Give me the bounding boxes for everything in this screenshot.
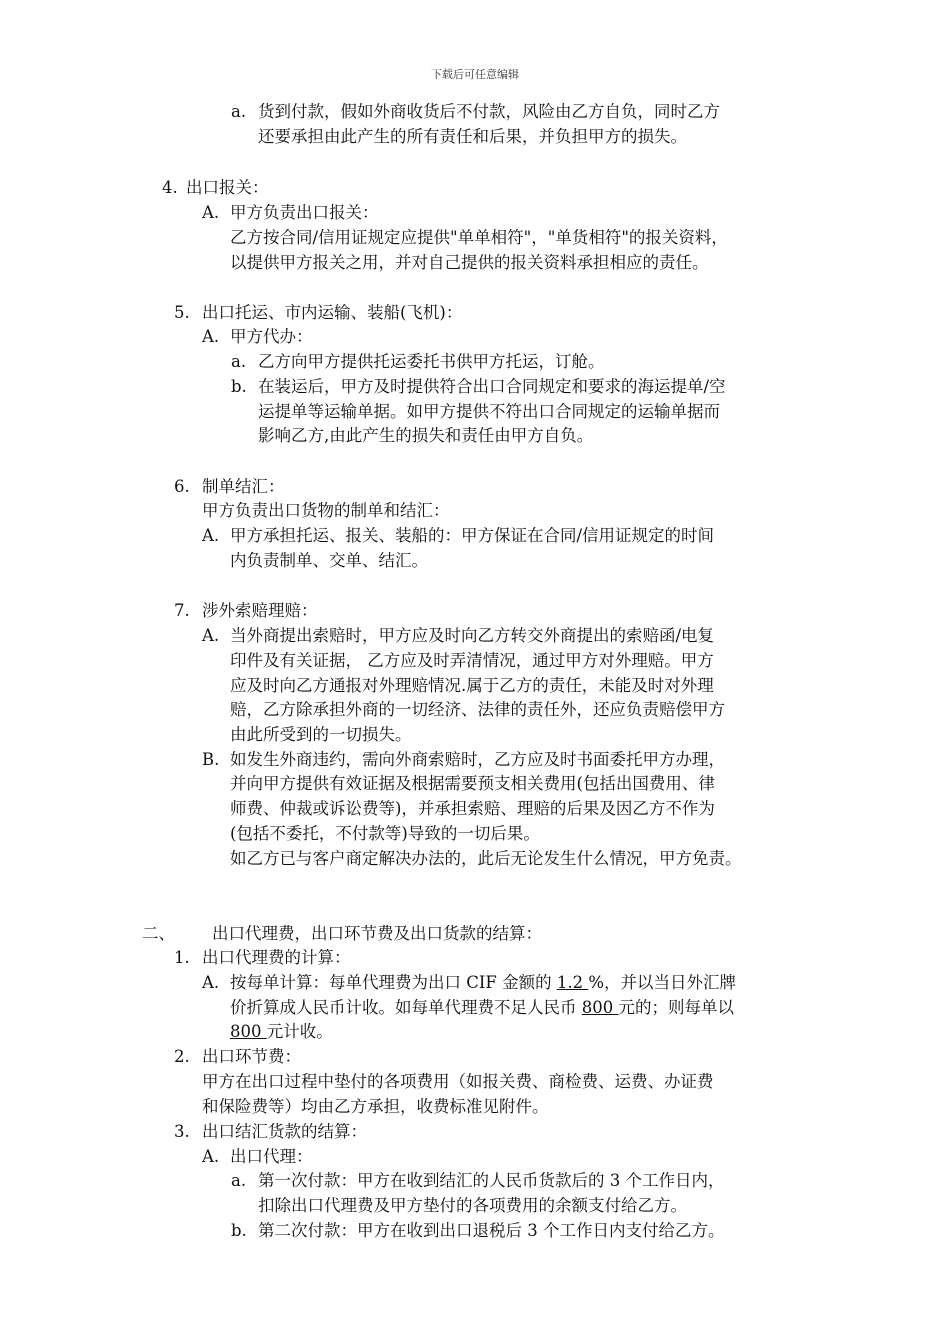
list-marker: 1. bbox=[174, 948, 190, 967]
text-line: 如乙方已与客户商定解决办法的，此后无论发生什么情况，甲方免责。 bbox=[230, 849, 742, 868]
list-marker: 5. bbox=[174, 303, 190, 322]
text-line: 甲方代办： bbox=[230, 327, 313, 346]
list-marker: a. bbox=[231, 1171, 247, 1190]
text-line: 第二次付款：甲方在收到出口退税后 3 个工作日内支付给乙方。 bbox=[258, 1221, 725, 1240]
text-line: 当外商提出索赔时，甲方应及时向乙方转交外商提出的索赔函/电复 bbox=[230, 626, 715, 645]
text-line: 师费、仲裁或诉讼费等)，并承担索赔、理赔的后果及因乙方不作为 bbox=[230, 799, 715, 818]
underlined-value: 1.2 bbox=[556, 973, 589, 992]
text-line: 以提供甲方报关之用，并对自己提供的报关资料承担相应的责任。 bbox=[230, 253, 709, 272]
text-line: 印件及有关证据， 乙方应及时弄清情况，通过甲方对外理赔。甲方 bbox=[230, 651, 714, 670]
list-marker: a. bbox=[231, 352, 247, 371]
text-line: 甲方承担托运、报关、装船的：甲方保证在合同/信用证规定的时间 bbox=[230, 526, 715, 545]
list-marker: B. bbox=[202, 750, 220, 769]
list-marker: A. bbox=[202, 327, 220, 346]
text-line: 出口代理费，出口环节费及出口货款的结算： bbox=[212, 924, 542, 943]
text-line: 制单结汇： bbox=[202, 477, 285, 496]
text-line: 由此所受到的一切损失。 bbox=[230, 725, 412, 744]
text-line: 第一次付款：甲方在收到结汇的人民币货款后的 3 个工作日内， bbox=[258, 1171, 725, 1190]
text-line: 乙方按合同/信用证规定应提供"单单相符"，"单货相符"的报关资料， bbox=[230, 228, 728, 247]
text-line: 出口报关： bbox=[186, 178, 269, 197]
text-line: 扣除出口代理费及甲方垫付的各项费用的余额支付给乙方。 bbox=[258, 1196, 687, 1215]
text-line: 甲方负责出口货物的制单和结汇： bbox=[202, 501, 450, 520]
text-line: 在装运后，甲方及时提供符合出口合同规定和要求的海运提单/空 bbox=[258, 377, 726, 396]
text-line bbox=[230, 1020, 333, 1044]
text-line: 并向甲方提供有效证据及根据需要预支相关费用(包括出国费用、律 bbox=[230, 774, 715, 793]
list-marker: A. bbox=[202, 203, 220, 222]
text-line: (包括不委托，不付款等)导致的一切后果。 bbox=[230, 824, 540, 843]
text-line: 还要承担由此产生的所有责任和后果，并负担甲方的损失。 bbox=[258, 127, 687, 146]
list-marker: 7. bbox=[174, 601, 190, 620]
list-marker: A. bbox=[202, 1147, 220, 1166]
text-line bbox=[230, 996, 734, 1020]
text-segment: %，并以当日外汇牌 bbox=[588, 973, 737, 992]
text-line: 乙方向甲方提供托运委托书供甲方托运，订舱。 bbox=[258, 352, 605, 371]
text-line: 出口结汇货款的结算： bbox=[202, 1122, 367, 1141]
text-line: 货到付款，假如外商收货后不付款，风险由乙方自负，同时乙方 bbox=[258, 102, 720, 121]
list-marker: 3. bbox=[174, 1122, 190, 1141]
text-line: 运提单等运输单据。如甲方提供不符出口合同规定的运输单据而 bbox=[258, 402, 720, 421]
list-marker: 6. bbox=[174, 477, 190, 496]
text-line: 甲方负责出口报关： bbox=[230, 203, 379, 222]
list-marker: a. bbox=[231, 102, 247, 121]
text-line: 赔，乙方除承担外商的一切经济、法律的责任外，还应负责赔偿甲方 bbox=[230, 700, 725, 719]
list-marker: A. bbox=[202, 973, 220, 992]
text-segment: 元的；则每单以 bbox=[618, 998, 734, 1017]
list-marker: b. bbox=[231, 1221, 247, 1240]
text-line: 出口代理费的计算： bbox=[202, 948, 351, 967]
text-segment: 按每单计算：每单代理费为出口 CIF 金额的 bbox=[230, 973, 557, 992]
list-marker: A. bbox=[202, 626, 220, 645]
text-line: 涉外索赔理赔： bbox=[202, 601, 318, 620]
text-line: 内负责制单、交单、结汇。 bbox=[230, 551, 428, 570]
text-line: 和保险费等）均由乙方承担，收费标准见附件。 bbox=[202, 1097, 549, 1116]
text-line: 出口托运、市内运输、装船(飞机)： bbox=[202, 303, 463, 322]
text-line: 如发生外商违约，需向外商索赔时，乙方应及时书面委托甲方办理， bbox=[230, 750, 725, 769]
text-line: 影响乙方,由此产生的损失和责任由甲方自负。 bbox=[258, 426, 594, 445]
text-line: 出口代理： bbox=[230, 1147, 313, 1166]
text-line: 出口环节费： bbox=[202, 1047, 301, 1066]
text-segment: 元计收。 bbox=[266, 1022, 333, 1041]
underlined-value: 800 bbox=[581, 998, 619, 1017]
list-marker: 二、 bbox=[142, 924, 175, 943]
text-line: 甲方在出口过程中垫付的各项费用（如报关费、商检费、运费、办证费 bbox=[202, 1072, 714, 1091]
text-line: 应及时向乙方通报对外理赔情况.属于乙方的责任，未能及时对外理 bbox=[230, 676, 714, 695]
list-marker: A. bbox=[202, 526, 220, 545]
list-marker: 2. bbox=[174, 1047, 190, 1066]
list-marker: b. bbox=[231, 377, 247, 396]
list-marker: 4. bbox=[162, 178, 178, 197]
text-line bbox=[230, 971, 736, 995]
underlined-value: 800 bbox=[230, 1022, 267, 1041]
page-header: 下载后可任意编辑 bbox=[431, 68, 519, 81]
text-segment: 价折算成人民币计收。如每单代理费不足人民币 bbox=[230, 998, 582, 1017]
